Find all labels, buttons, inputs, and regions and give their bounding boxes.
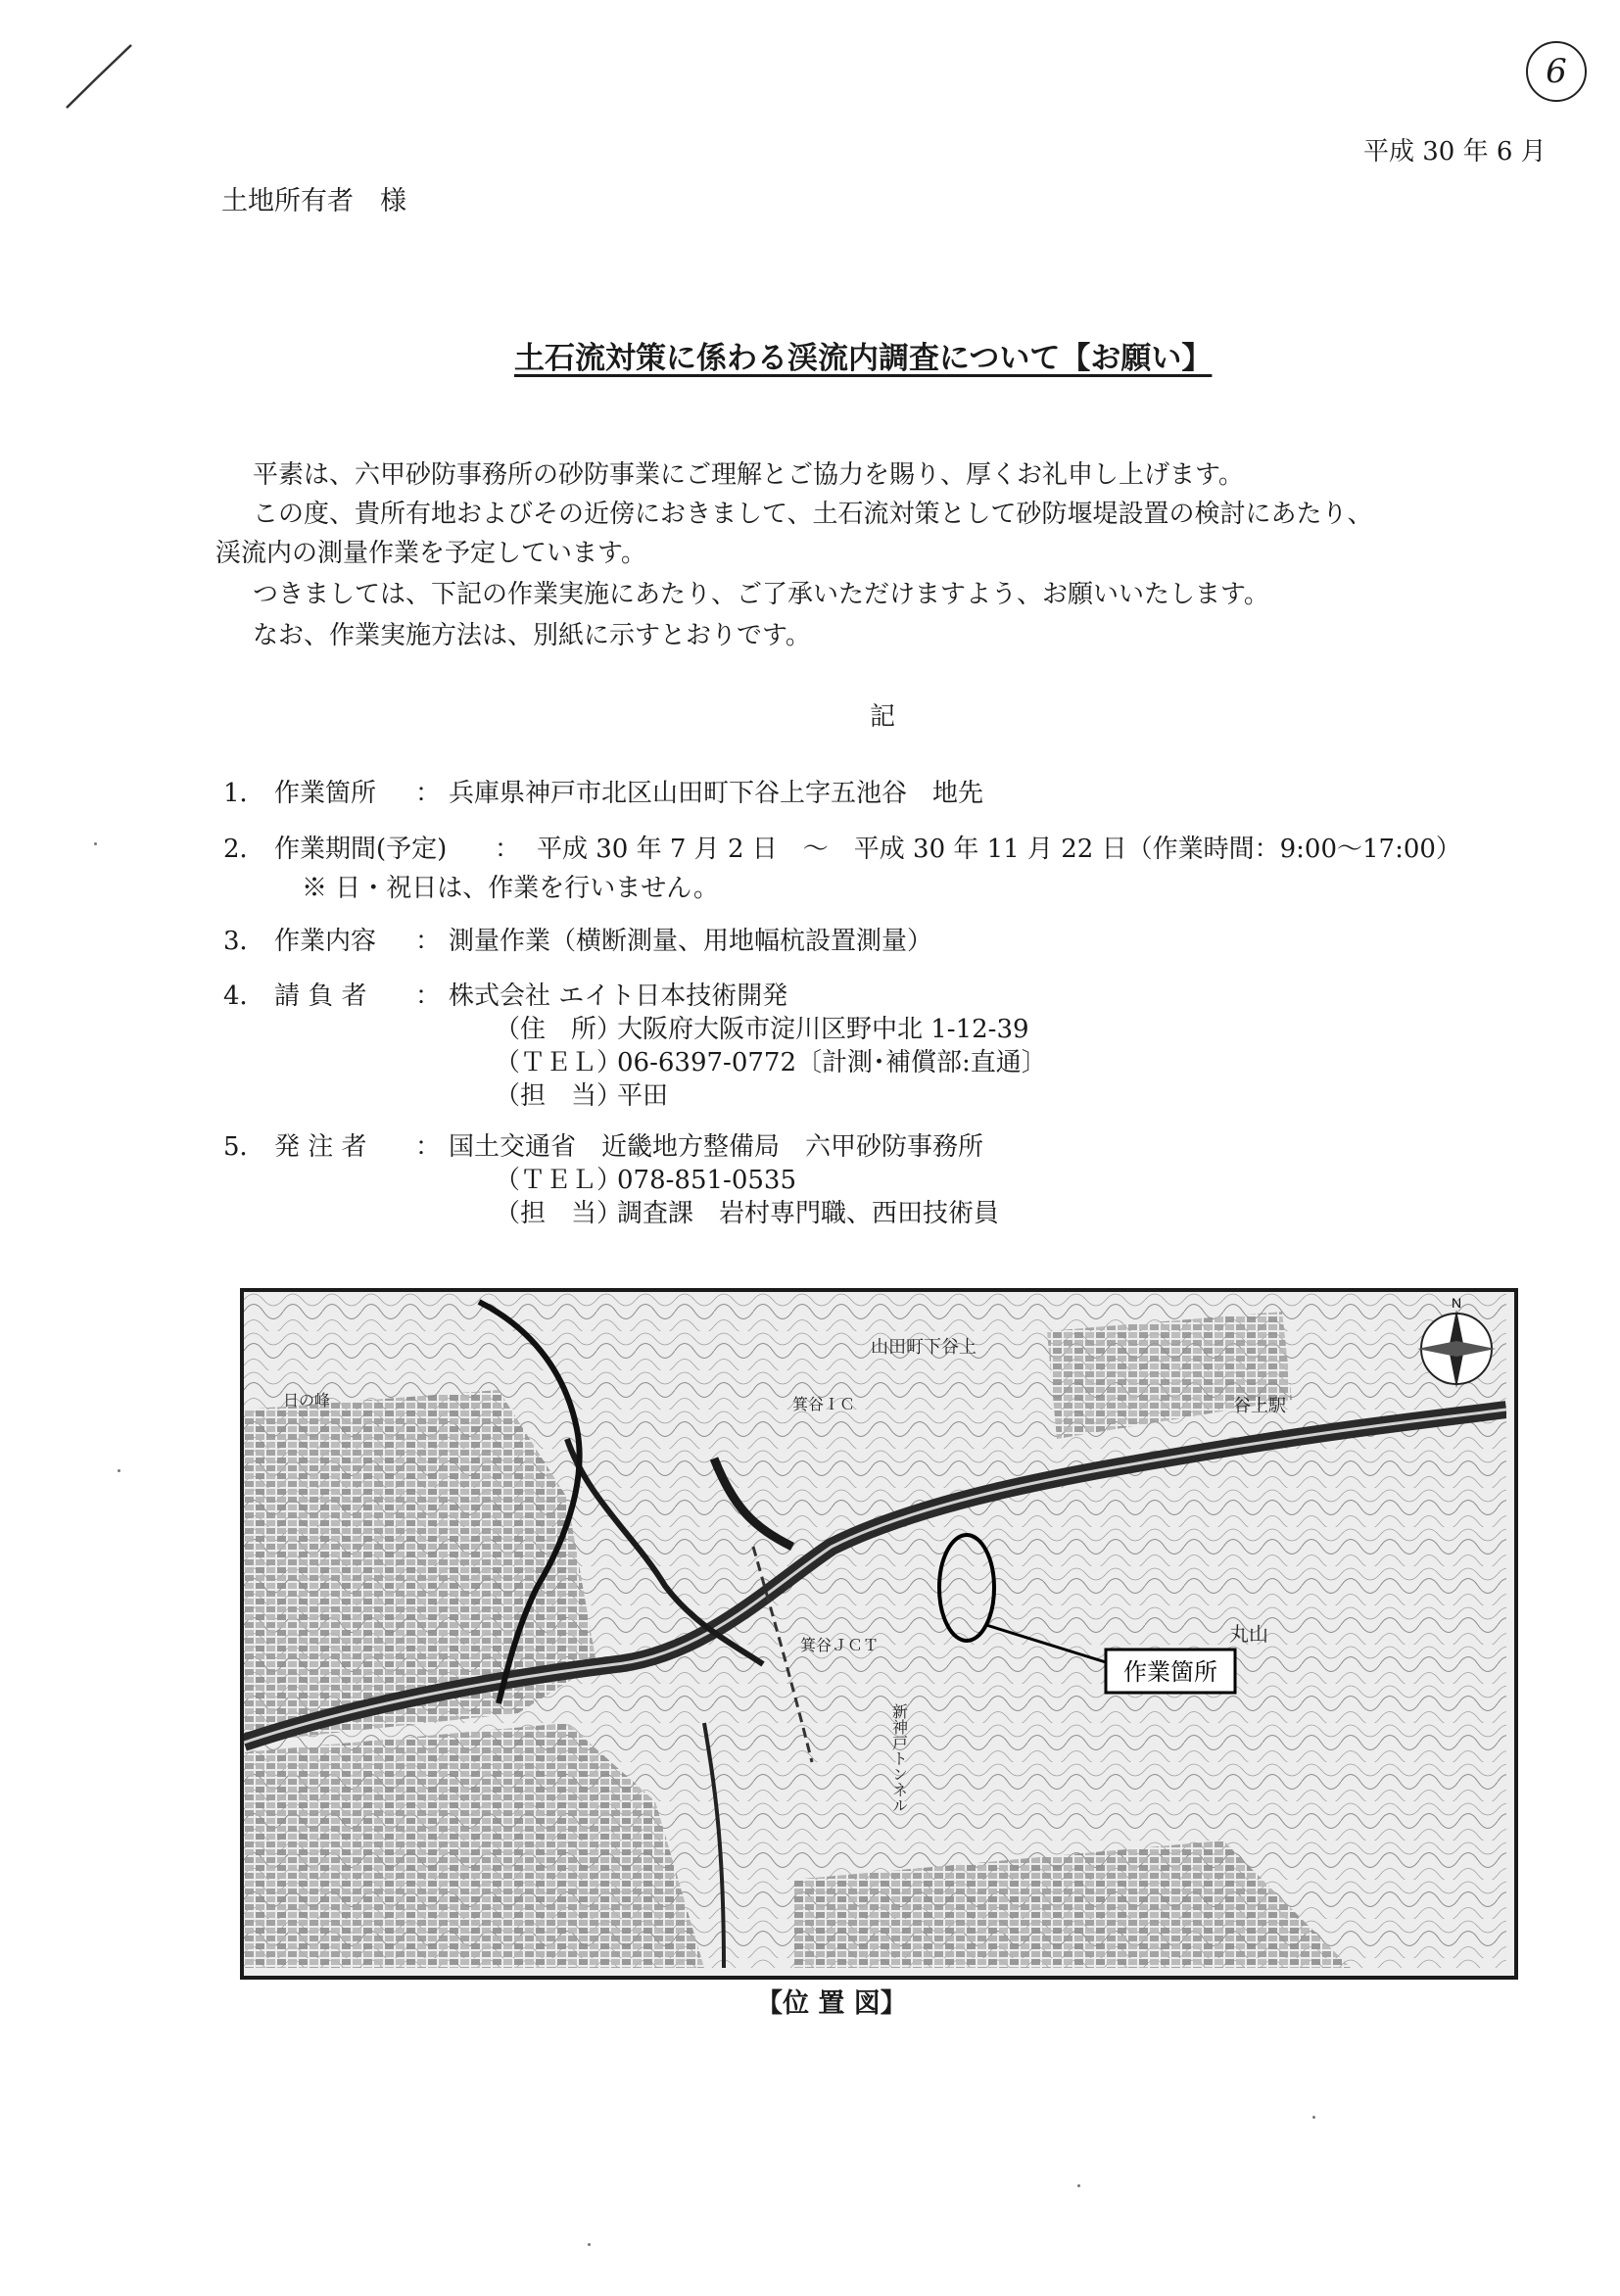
item-separator: ： bbox=[415, 779, 442, 808]
map-label-shinkobe-tunnel: 新神戸トンネル bbox=[889, 1703, 907, 1813]
item-value: 平成 30 年 7 月 2 日 ～ 平成 30 年 11 月 22 日（作業時間：9:00～17:00） bbox=[537, 835, 1461, 864]
item-value: 測量作業（横断測量、用地幅杭設置測量） bbox=[449, 927, 933, 956]
item-label: 作業箇所 bbox=[274, 779, 377, 808]
item-label: 作業内容 bbox=[274, 927, 377, 956]
page-number-circle bbox=[1526, 41, 1587, 102]
item-value: 株式会社 エイト日本技術開発 bbox=[449, 981, 788, 1011]
item-label: 作業期間(予定) bbox=[274, 835, 448, 864]
contact-label: （担 当） bbox=[495, 1081, 623, 1111]
pen-stroke-mark bbox=[59, 37, 137, 116]
body-line-4: つきましては、下記の作業実施にあたり、ご了承いただけますよう、お願いいたします。 bbox=[253, 580, 1269, 609]
location-map bbox=[240, 1288, 1518, 1980]
item-separator: ： bbox=[495, 835, 521, 864]
address-label: （住 所） bbox=[495, 1015, 623, 1044]
contact-value: 平田 bbox=[617, 1081, 669, 1111]
body-line-5: なお、作業実施方法は、別紙に示すとおりです。 bbox=[253, 621, 811, 650]
item-separator: ： bbox=[415, 1132, 442, 1162]
map-label-yamada-shimotani: 山田町下谷上 bbox=[871, 1337, 977, 1357]
item-value: 兵庫県神戸市北区山田町下谷上字五池谷 地先 bbox=[449, 779, 984, 808]
map-label-hinomine: 日の峰 bbox=[283, 1393, 331, 1410]
recipient: 土地所有者 様 bbox=[221, 186, 406, 216]
contact-value: 調査課 岩村専門職、西田技術員 bbox=[617, 1199, 1000, 1228]
item-label: 請 負 者 bbox=[274, 981, 367, 1011]
body-line-3: 渓流内の測量作業を予定しています。 bbox=[215, 539, 646, 568]
item-label: 発 注 者 bbox=[274, 1132, 367, 1162]
compass-north-label: N bbox=[1451, 1295, 1462, 1311]
work-site-label: 作業箇所 bbox=[1123, 1659, 1217, 1686]
body-line-2: この度、貴所有地およびその近傍におきまして、土石流対策として砂防堰堤設置の検討にあたり、 bbox=[253, 500, 1373, 529]
map-label-minotani-ic: 箕谷ＩＣ bbox=[792, 1397, 856, 1413]
item-number: 5． bbox=[223, 1132, 265, 1162]
contact-label: （担 当） bbox=[495, 1199, 623, 1228]
document-title: 土石流対策に係わる渓流内調査について【お願い】 bbox=[514, 341, 1213, 376]
map-label-minotani-jct: 箕谷ＪＣＴ bbox=[800, 1638, 880, 1654]
item-number: 3． bbox=[223, 927, 265, 956]
item-separator: ： bbox=[415, 927, 442, 956]
ki-heading: 記 bbox=[870, 702, 896, 732]
map-caption: 【位 置 図】 bbox=[756, 1988, 907, 2019]
location-map-drawing bbox=[244, 1292, 1506, 1968]
map-label-maruyama: 丸山 bbox=[1229, 1624, 1268, 1646]
item-number: 2． bbox=[223, 835, 265, 864]
tel-label: （ＴＥＬ） bbox=[495, 1166, 623, 1195]
item-number: 1． bbox=[223, 779, 265, 808]
page-number: 6 bbox=[1546, 52, 1567, 91]
address-value: 大阪府大阪市淀川区野中北 1-12-39 bbox=[617, 1015, 1029, 1044]
item-note: ※ 日・祝日は、作業を行いません。 bbox=[302, 874, 719, 903]
item-value: 国土交通省 近畿地方整備局 六甲砂防事務所 bbox=[449, 1132, 984, 1162]
body-line-1: 平素は、六甲砂防事務所の砂防事業にご理解とご協力を賜り、厚くお礼申し上げます。 bbox=[253, 460, 1244, 490]
tel-value: 06-6397-0772〔計測･補償部:直通〕 bbox=[617, 1048, 1047, 1077]
tel-value: 078-851-0535 bbox=[617, 1166, 796, 1195]
item-number: 4． bbox=[223, 981, 265, 1011]
tel-label: （ＴＥＬ） bbox=[495, 1048, 623, 1077]
document-date: 平成 30 年 6 月 bbox=[1363, 137, 1547, 167]
item-separator: ： bbox=[415, 981, 442, 1011]
map-label-tanigami-eki: 谷上駅 bbox=[1233, 1396, 1286, 1415]
